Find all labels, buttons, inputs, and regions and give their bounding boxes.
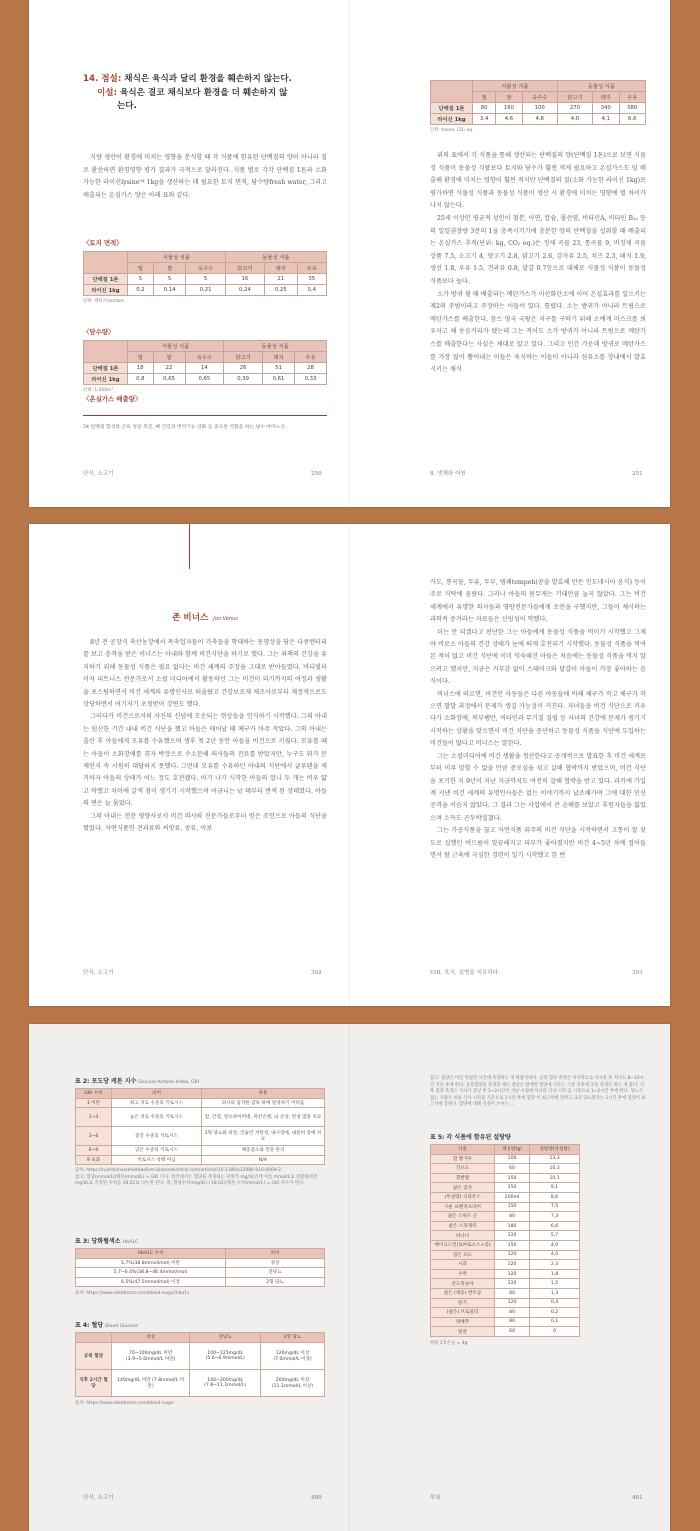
body-text: [83, 637, 327, 836]
row-header: 공복 혈당: [76, 1342, 112, 1369]
table-cell: 0,4: [297, 285, 326, 296]
table-cell: 22: [153, 363, 185, 374]
food-name: 구운 프렌치프라이: [431, 1202, 495, 1212]
paragraph: 카도, 통곡물, 두유, 두부, 템페tempeh(콩을 발효해 만든 인도네시아 음식) 등이 주로 식탁에 올랐다. 그러나 아들의 몸무게는 기대만큼 늘지 않았다. 그는 비건 세계에서 유명한 의사들과 영양전문가들에게 조언을 구했지만, 그들이 제시하는 과학적 증거라는 자료들은 신빙성이 약했다.: [430, 579, 646, 624]
food-name: 흰 빵가루: [431, 1154, 495, 1164]
water-table: [83, 340, 327, 385]
table-cell: 0,21: [186, 285, 225, 296]
table-row: [431, 1192, 580, 1202]
table-row: [431, 103, 646, 114]
table-cell: 2형 당뇨와 비만, 인슐린 저항성, 내시장애, 내분비 장애 치료: [202, 1127, 325, 1146]
page-480: [29, 1024, 349, 1531]
table-cell: 0,65: [153, 374, 185, 385]
food-name: (무설탕) 사과주스: [431, 1192, 495, 1202]
page-393: [350, 524, 670, 1006]
ghg-block: [430, 80, 646, 133]
table-corner: [84, 341, 128, 363]
col-header: 쌀: [153, 263, 185, 274]
sugar: 6,6: [530, 1221, 580, 1231]
sugar-table: [430, 1144, 580, 1337]
col-header: 옥수수: [522, 92, 557, 103]
table-cell: 0,61: [263, 374, 295, 385]
page-251: [350, 0, 670, 507]
col-header: 쌀: [496, 92, 522, 103]
table-cell: 전당뇨: [226, 1268, 325, 1278]
serving: 100: [495, 1154, 530, 1164]
table-cell: 5: [128, 274, 154, 285]
table-cell: 4,0: [557, 114, 592, 125]
col-header: 밀: [473, 92, 496, 103]
food-name: 건포도: [431, 1164, 495, 1174]
paragraph: 8년 전 공장식 축산농장에서 목축업자들이 가축들을 학대하는 동영상을 담은 다큐멘터리를 보고 충격을 받은 비너스는 아내와 함께 비건식단을 하기로 했다. 그는 죄책의 건강을 유지하기 위해 동물성 식품은 필요 없다는 비건 세계의 주장을 그대로 받아들였다. 바디빌더이자 피트니스 전문가로서 소셜 미디어에서 활동하던 그는 비건이 되기까지의 여정과 생활을 포스팅하면서 비건 세계의 유명인사로 떠올랐고 건강보조제 제조사로부터 재정적으로도 상당하면서 여기저기 초청받아 강연도 했다.: [83, 639, 327, 709]
table-cell: 1 이만: [76, 1098, 112, 1108]
heading-number: 14.: [83, 74, 99, 84]
col-header: 돼지: [593, 92, 619, 103]
table2-title: [75, 1076, 325, 1085]
note-text: 참고: 혈당(mmol/L)/케톤(mmol/L) = GKI 이다. 한국에서는 혈당을 측정하는 단위가 mg/dL인데 이를 mmol/L로 전환하려면 mg/dL로 측정된 수치를 18.02로 나누면 된다. 즉, 혈당수치(mg/dL)÷18.02)/케톤 수치(mmol/L) = GKI 지수가 된다.: [75, 1174, 318, 1187]
food-name: 삶은 스파게티: [431, 1221, 495, 1231]
table2-block: [75, 1076, 325, 1188]
table-row: [76, 1369, 325, 1396]
col-header: HbA1C 수치: [76, 1249, 226, 1259]
food-name: 바나나: [431, 1231, 495, 1241]
land-area-title: 〈토지 면적〉: [83, 239, 123, 247]
food-name: 양배추: [431, 1317, 495, 1327]
col-header: 2형 당뇨: [261, 1333, 325, 1343]
land-area-block: [83, 238, 327, 304]
book-spread-1: [29, 0, 670, 507]
table-cell: 5.7%(38.8mmol/mol) 미만: [76, 1258, 226, 1268]
table-title-en: Glucose Ketone Index, GKI: [138, 1080, 200, 1085]
serving: 200ml: [495, 1192, 530, 1202]
col-header: 밀: [128, 263, 154, 274]
sugar: 0,4: [530, 1298, 580, 1308]
running-footer: 단식, 소고기: [83, 970, 114, 976]
serving: 80: [495, 1308, 530, 1318]
col-header: GKI 수치: [76, 1089, 112, 1099]
table-cell: 160: [496, 103, 522, 114]
table-cell: 14: [185, 363, 224, 374]
heading-label-a: 점설:: [101, 74, 122, 84]
page-number: 251: [632, 471, 643, 477]
table5-title: 표 5: 각 식품에 함유된 설탕량: [430, 1134, 511, 1141]
col-group-animal: 동물성 식품: [557, 81, 645, 92]
heading-text-b-2: 는다.: [117, 101, 137, 111]
table-cell: 70~100mg/dL 미만 (3.9~5.6mmol/L 미만): [112, 1342, 190, 1369]
paragraph: 그는 가공식품을 끊고 자연식품 위주의 비건 식단을 시작하면서 고통이 잘 잦도로 실했던 여드름이 말끔해지고 피부가 좋아졌지만 비건 4~5년 차에 접어들면서 팔 근육에 극심한 경련이 일기 시작했고 한 번: [430, 827, 646, 859]
table-row: [431, 1154, 580, 1164]
profile-name-en: Jon Venus: [213, 616, 238, 622]
sugar: 4,0: [530, 1250, 580, 1260]
running-footer: 부록: [430, 1495, 441, 1501]
table-cell: 0,14: [153, 285, 185, 296]
serving: 120: [495, 1260, 530, 1270]
col-group-animal: 동물성 식품: [224, 341, 327, 352]
appendix-note: 참고: 혈당은 비일 먹었던 시간에 측정하는 게 바람직하다. 공복 혈당 측정은 마지막으로 식사한 후 적어도 8~10시간 지난 후에 한다. 공복혈당을 측정할 때는 전날은 밤에만 혈당에 의존는 기상 직후에 공동 측정은 하는 게 좋다. 식후 혈당 측정은 식사가 끝난 후 1~2시간이 지난 시점에 아니라 식사 시작 을 기준으로 1~2시간 후에 한다. 당뇨가 없는 사람은 보통 식사 시작을 기준으로 1시간 후에 혈당 이 최고치에 달하고, 2형 당뇨환자는 2시간 후에 혈당이 최고치에 달한다. 혈당에 대해 신경이 쓰이는 ...: [430, 1076, 646, 1108]
page-number: 392: [311, 970, 322, 976]
food-name: 삶은 스위트 콘: [431, 1212, 495, 1222]
sugar: 0: [530, 1327, 580, 1337]
table-row: [76, 1268, 325, 1278]
table-cell: 28: [295, 363, 327, 374]
table-cell: 270: [557, 103, 592, 114]
serving: 120: [495, 1269, 530, 1279]
table-cell: 9 초과: [76, 1155, 112, 1165]
table-row: [431, 1279, 580, 1289]
sugar: 0,1: [530, 1317, 580, 1327]
table-cell: 26: [224, 363, 263, 374]
col-header: [76, 1333, 112, 1343]
water-block: [83, 327, 327, 403]
table3-block: [75, 1236, 325, 1296]
table-cell: 4,6: [496, 114, 522, 125]
hba1c-table: [75, 1248, 325, 1287]
col-header: 식품: [431, 1145, 495, 1155]
food-name: 삶은 (냉동) 완두콩: [431, 1288, 495, 1298]
heading-text-a: 채식은 육식과 달리 환경을 훼손하지 않는다.: [121, 74, 292, 84]
table-row: [84, 374, 327, 385]
col-group-plant: 식물성 식품: [128, 341, 224, 352]
section-heading: [83, 73, 327, 114]
table-cell: 높은 치료 수준의 키토시스: [112, 1108, 202, 1127]
running-footer: VIII. 육식, 실병을 치유하다.: [430, 970, 500, 976]
serving: 150: [495, 1202, 530, 1212]
food-name: 전도목숭아: [431, 1279, 495, 1289]
col-header: 전당뇨: [190, 1333, 261, 1343]
table5-block: [430, 1132, 580, 1346]
running-footer: 단식, 소고기: [83, 471, 114, 477]
table4-block: [75, 1320, 325, 1406]
table-row: [431, 1327, 580, 1337]
table-row: [431, 1240, 580, 1250]
table4-source: 출처: https://www.dietdoctor.com/blood-sugar: [75, 1400, 175, 1406]
table-row: [431, 1173, 580, 1183]
table-title-text: 표 4: 혈당: [75, 1322, 104, 1329]
row-header: 단백질 1톤: [431, 103, 473, 114]
table-cell: 암, 간질, 알츠하이머병, 파킨슨병, 뇌 손상, 만성 염증 치료: [202, 1108, 325, 1127]
table3-title: [75, 1236, 325, 1245]
food-name: 베이크드빈(토마토소스+콩): [431, 1240, 495, 1250]
col-header: 의미: [226, 1249, 325, 1259]
sugar: 13,3: [530, 1154, 580, 1164]
row-header: 라이신 1kg: [84, 374, 128, 385]
paragraph: 더는 안 되겠다고 판단한 그는 아들에게 동물성 식품을 먹이기 시작했고 그제야 비로소 아들의 건강 상태가 눈에 띄게 호전되기 시작했다. 동물성 식품을 먹여본 적이 없고 비건 식단에 이미 익숙해진 아들은 처음에는 동물성 식품을 먹지 않으려고 했지만, 지금은 거부감 없이 스테이크와 달걀이 아들이 가장 좋아하는 음식이다.: [430, 628, 646, 686]
table-cell: N/A: [202, 1155, 325, 1165]
col-header: 닭고기: [225, 263, 264, 274]
book-spread-2: [29, 524, 670, 1006]
col-header: 설탕량(각설탕): [530, 1145, 580, 1155]
table-row: [84, 285, 327, 296]
sugar: 7,3: [530, 1212, 580, 1222]
sugar: 2,3: [530, 1260, 580, 1270]
table-cell: 140~200mg/dL (7.8~11.1mmol/L): [190, 1369, 261, 1396]
table-cell: 정상: [226, 1258, 325, 1268]
col-header: 의미: [112, 1089, 202, 1099]
table-cell: 6~9: [76, 1146, 112, 1156]
table-cell: 140mg/dL 미만 (7.8mmol/L 미만): [112, 1369, 190, 1396]
table-row: [76, 1277, 325, 1287]
table-row: [431, 1212, 580, 1222]
chapter-marker-line: [189, 524, 190, 569]
table-row: [431, 1164, 580, 1174]
table-cell: 3,4: [473, 114, 496, 125]
row-header: 식후 2시간 혈당: [76, 1369, 112, 1396]
table-row: [76, 1155, 325, 1165]
serving: 80: [495, 1317, 530, 1327]
sugar: 0,2: [530, 1308, 580, 1318]
page-number: 393: [632, 970, 643, 976]
col-header: 우유: [297, 263, 326, 274]
table-cell: 6.5%(47.5mmol/mol) 이상: [76, 1277, 226, 1287]
table-cell: 100~125mg/dL (5.6~6.9mmol/L): [190, 1342, 261, 1369]
table-cell: 580: [619, 103, 645, 114]
row-header: 단백질 1톤: [84, 274, 128, 285]
table-cell: 200mg/dL 이상 (11.1mmol/L 이상): [261, 1369, 325, 1396]
food-name: 시과: [431, 1260, 495, 1270]
food-name: 삶은 감자: [431, 1183, 495, 1193]
col-header: 정상: [112, 1333, 190, 1343]
ghg-table: [430, 80, 646, 125]
sugar: 7,5: [530, 1202, 580, 1212]
table-unit: 단위: 헥타르hectare: [83, 299, 124, 304]
col-header: 옥수수: [186, 263, 225, 274]
table-cell: 6,6: [619, 114, 645, 125]
source-text: 출처: https://nutritionandmetabolism.biomedcentral.com/articles/10.1186/s12986-016-0069-2: [75, 1168, 281, 1174]
table-cell: 340: [593, 103, 619, 114]
table-corner: [84, 252, 128, 274]
row-header: 라이신 1kg: [431, 114, 473, 125]
table-row: [431, 1260, 580, 1270]
serving: 80: [495, 1212, 530, 1222]
table-row: [431, 1183, 580, 1193]
serving: 150: [495, 1173, 530, 1183]
page-392: [29, 524, 349, 1006]
paragraph: 식량 생산이 환경에 미치는 영향을 분석할 때 각 식품에 함유된 단백질의 양이 아니라 질로 환산하면 환경영향 평가 결과가 극적으로 달라진다. 식품 별로 각각 단백질 1톤과 소화 가능한 라이신lysine⁵⁴ 1kg을 생산하는 데 필요한 토지 면적, 담수량fresh water, 그리고 배출되는 온실가스 양은 아래 표와 같다.: [83, 154, 327, 199]
serving: 60: [495, 1164, 530, 1174]
ghg-title: 〈온실가스 배출량〉: [83, 395, 142, 403]
table-unit: 단위: tonne, CO₂ eq.: [430, 128, 474, 133]
table-cell: 5: [153, 274, 185, 285]
table-row: [431, 1202, 580, 1212]
col-header: 옥수수: [185, 352, 224, 363]
table-row: [431, 1231, 580, 1241]
serving: 150: [495, 1240, 530, 1250]
profile-title: [83, 605, 327, 624]
food-name: 딸기: [431, 1298, 495, 1308]
sugar: 1,3: [530, 1288, 580, 1298]
col-header: 닭고기: [557, 92, 592, 103]
paragraph: 25세 이상인 평균적 성인이 철분, 아연, 칼슘, 폴산염, 비타민A, 비타민 B₁₂ 등의 일일권장량 3분의 1을 충족시키기에 충분한 양의 단백질을 섭취할 때 배출되는 온실가스 추적(단위: kg, CO₂ eq.)은 정제 곡물 23, 통곡물 9, 비정제 곡물 상품 7.5, 소고기 4, 양고기 2.8, 닭고기 2.6, 감자류 2.5, 치즈 2.3, 돼지 1.9, 생선 1.8, 우유 1.5, 견과류 0.8, 달걀 0.7등으로 대체로 식물성 식품이 동물성 식품보다 높다.: [430, 214, 646, 285]
table-row: [431, 114, 646, 125]
footnote-text: 54 단백질 합성과 근육 성장 촉진, 뼈 건강과 면역기능 강화 등 중요한 역할을 하는 필수 아미노산.: [83, 425, 287, 430]
table-title-text: 표 2: 포도당 케톤 지수: [75, 1078, 137, 1085]
table-row: [431, 1269, 580, 1279]
col-header: 우유: [619, 92, 645, 103]
table-row: [431, 1250, 580, 1260]
table-cell: 5: [186, 274, 225, 285]
paragraph: 그러다가 비건으로서의 자신의 신념에 모순되는 현상들을 인식하기 시작했다. 그의 아내는 임신한 기간 내내 비건 식단을 했고 아들은 태어날 때 체구가 아주 작았다. 그의 아내는 출산 후 아들에게 모유를 수유했으며 생후 첫 2년 동안 아들을 비건으로 키웠다. 모유를 떼는 아들이 소화장애를 겪자 박장으로 수소문해 의사들의 진료를 받았지만, 누구도 뭐가 문제인지 속 시원히 대답하지 못했다. 그런데 모유를 수유하던 아내의 식단에서 글루텐을 제거하자 아들의 상태가 어느 정도 호전됐다. 아기 나기 시작한 아들의 얼니 두 개는 비우 얇고 약했고 차이에 갈색 점이 생기기 시작했으며 어금니는 낱 테부터 변색 된 상태였다. 아들의 변은 늘 묽었다.: [83, 713, 327, 808]
food-name: (삶은) 브로콜리: [431, 1308, 495, 1318]
heading-label-b: 이설:: [97, 87, 118, 98]
land-area-table: [83, 251, 327, 296]
gki-table: [75, 1088, 325, 1165]
food-name: 수박: [431, 1269, 495, 1279]
book-spread-3: [29, 1024, 670, 1531]
table-cell: 3~6: [76, 1127, 112, 1146]
table-cell: 4,1: [593, 114, 619, 125]
table-cell: 0,8: [128, 374, 154, 385]
paragraph: 그의 아내는 전문 영양사로서 비건 의사와 전문가들로부터 얻은 조언으로 아들의 식단을 짰었다. 자연식품인 견과류와 씨앗류, 콩류, 아보: [83, 812, 327, 833]
sugar: 8,6: [530, 1192, 580, 1202]
serving: 180: [495, 1221, 530, 1231]
profile-name: 존 비너스: [172, 613, 209, 623]
col-header: 쌀: [153, 352, 185, 363]
sugar: 10,3: [530, 1164, 580, 1174]
table-row: [431, 1288, 580, 1298]
sugar: 1,5: [530, 1279, 580, 1289]
table-cell: 체중감소와 건강 관리: [202, 1146, 325, 1156]
page-250: [29, 0, 349, 507]
col-group-plant: 식물성 식품: [128, 252, 226, 263]
table-cell: 0,65: [185, 374, 224, 385]
body-text: [430, 150, 646, 377]
water-title: 〈담수량〉: [83, 328, 115, 336]
table-row: [76, 1098, 325, 1108]
table-row: [431, 1298, 580, 1308]
sugar: 10,1: [530, 1173, 580, 1183]
col-header: 돼지: [263, 352, 295, 363]
table-cell: 0,24: [225, 285, 264, 296]
col-header: 닭고기: [224, 352, 263, 363]
table4-title: [75, 1320, 325, 1329]
food-name: 겹은 포도: [431, 1250, 495, 1260]
table-row: [431, 1308, 580, 1318]
table-title-en: HbA1C: [122, 1240, 139, 1245]
intro-paragraph: [83, 152, 327, 202]
table-cell: 낮은 수준의 키토시스: [112, 1146, 202, 1156]
table-cell: 21: [265, 274, 297, 285]
table-cell: 1~3: [76, 1108, 112, 1127]
paragraph: 비너스에 따르면, 비건인 아동들은 다른 아동들에 비해 체구가 작고 체구가 작으면 발달 과정에서 문제가 생길 가능성이 커진다. 자녀들을 비건 식단으로 키우다가 소화장애, 복부팽만, 비타민과 무기질 결핍 등 자녀의 건강에 문제가 생기기 시작하는 상황을 맞으면서 비건 식단을 중단하고 동물성 식품을 식단에 도입하는 비건들이 많다고 비너스는 말한다.: [430, 690, 646, 748]
serving: 120: [495, 1250, 530, 1260]
table-row: [76, 1342, 325, 1369]
table-cell: 중간 수준의 키토시스: [112, 1127, 202, 1146]
serving: 120: [495, 1231, 530, 1241]
table-row: [76, 1258, 325, 1268]
table3-source: 출처: https://www.dietdoctor.com/blood-sugar/hba1c: [75, 1291, 190, 1297]
running-footer: 단식, 소고기: [83, 1495, 114, 1501]
paragraph: 소가 방귀 뀔 때 배출되는 메탄가스가 이산화탄소에 이어 온실효과를 일으키는 제2의 주범이라고 주장하는 이들이 있다. 틀렸다. 소는 방귀가 아니라 트림으로 메탄가스를 배출한다. 참스 영국 국왕은 지구를 구하기 위해 소에게 마스크를 씌우자고 해 웃음거리가 됐는데 그는 적어도 소가 방귀가 아니라 트림으로 메탄가스를 배출한다는 사실은 제대로 알고 있다. 그리고 인간 가운데 방귀로 메탄가스를 가장 많이 뿜어내는 이들은 육식하는 이들이 아니라 섬유소를 장내에서 발효시키는 채식: [430, 290, 646, 374]
table-cell: 126mg/dL 이상 (7.0mmol/L 이상): [261, 1342, 325, 1369]
table-cell: 35: [297, 274, 326, 285]
table-unit: 단위: 1,000m³: [83, 388, 113, 393]
sugar: 9,1: [530, 1183, 580, 1193]
sugar: 1,8: [530, 1269, 580, 1279]
food-name: 달걀: [431, 1327, 495, 1337]
paragraph: 그는 소셜미디어에 비건 생활을 청산한다고 공개적으로 발표한 후 비건 세계로부터 이루 말할 수 없을 만큼 중오심을 섞고 살해 협박까지 받았으며, 비건 식단을 포기한 지 9년이 지난 지금까지도 여전히 살해 협박을 받고 있다. 과거에 가입계 지낸 비건 세계의 유명인사들은 없는 이야기까지 날조해가며 그에 대한 인신공격을 서슴지 않았다. 그 결과 그는 사업에서 큰 손해를 보았고 후원자들을 잃었으며 소득도 곤두박질쳤다.: [430, 752, 646, 822]
col-header: 용용: [202, 1089, 325, 1099]
table-row: [84, 363, 327, 374]
footnote: [83, 415, 327, 432]
blood-glucose-table: [75, 1332, 325, 1397]
table-row: [76, 1146, 325, 1156]
table-cell: 0,33: [295, 374, 327, 385]
serving: 120: [495, 1298, 530, 1308]
table-row: [76, 1108, 325, 1127]
sugar: 4,0: [530, 1240, 580, 1250]
table-cell: 4,8: [522, 114, 557, 125]
sugar: 5,7: [530, 1231, 580, 1241]
paragraph: 위의 표에서 각 식품을 통해 생산되는 단백질의 양(단백질 1톤)으로 보면 식물성 식품이 동물성 식품보다 토지와 담수가 훨씬 적게 필요하고 온실가스도 덜 배출해 환경에 미치는 영향이 훨씬 적지만 단백질의 질(소화 가능한 라이신 1kg)로 평가하면 식물성 식품과 동물성 식품이 생산 시 환경에 미치는 영향에 별 차이가 나지 않는다.: [430, 152, 646, 210]
heading-text-b-1: 육식은 결코 채식보다 환경을 더 훼손하지 않: [117, 87, 288, 98]
page-number: 480: [311, 1495, 322, 1501]
running-footer: 8. 생채와 어원: [430, 471, 466, 477]
col-header: 제공량(g): [495, 1145, 530, 1155]
serving: 120: [495, 1279, 530, 1289]
table-cell: 100: [522, 103, 557, 114]
table2-source: [75, 1168, 325, 1187]
table-cell: 2형 당뇨: [226, 1277, 325, 1287]
serving: 80: [495, 1288, 530, 1298]
table-row: [431, 1317, 580, 1327]
table-cell: 키토시스 상태 아님: [112, 1155, 202, 1165]
table-cell: 16: [225, 274, 264, 285]
page-number: 481: [632, 1495, 643, 1501]
row-header: 라이신 1kg: [84, 285, 128, 296]
table5-unit: 설탕 1작은술 = 4g: [430, 1340, 468, 1346]
table-cell: 5.7~6.4%(38.8~46.4mmol/mol): [76, 1268, 226, 1278]
body-text: [430, 577, 646, 862]
table-title-en: Blood Glucose: [105, 1324, 138, 1329]
table-cell: 80: [473, 103, 496, 114]
col-header: 우유: [295, 352, 327, 363]
table-corner: [431, 81, 473, 103]
table-cell: 0,2: [128, 285, 154, 296]
table-cell: 51: [263, 363, 295, 374]
col-header: 밀: [128, 352, 154, 363]
table-cell: 최고 치료 수준의 키토시스: [112, 1098, 202, 1108]
table-cell: 의사의 엄격한 감독 하에 달성하기 어려움: [202, 1098, 325, 1108]
col-group-animal: 동물성 식품: [225, 252, 326, 263]
table-cell: 0,25: [265, 285, 297, 296]
table-row: [76, 1127, 325, 1146]
table-cell: 18: [128, 363, 154, 374]
table-title-text: 표 3: 당화혈색소: [75, 1238, 121, 1245]
food-name: 흰쌀밥: [431, 1173, 495, 1183]
table-row: [431, 1221, 580, 1231]
serving: 150: [495, 1183, 530, 1193]
table-row: [84, 274, 327, 285]
col-group-plant: 식물성 식품: [473, 81, 558, 92]
serving: 60: [495, 1327, 530, 1337]
table-cell: 0,39: [224, 374, 263, 385]
col-header: 돼지: [265, 263, 297, 274]
page-number: 250: [311, 471, 322, 477]
row-header: 단백질 1톤: [84, 363, 128, 374]
page-481: [350, 1024, 670, 1531]
